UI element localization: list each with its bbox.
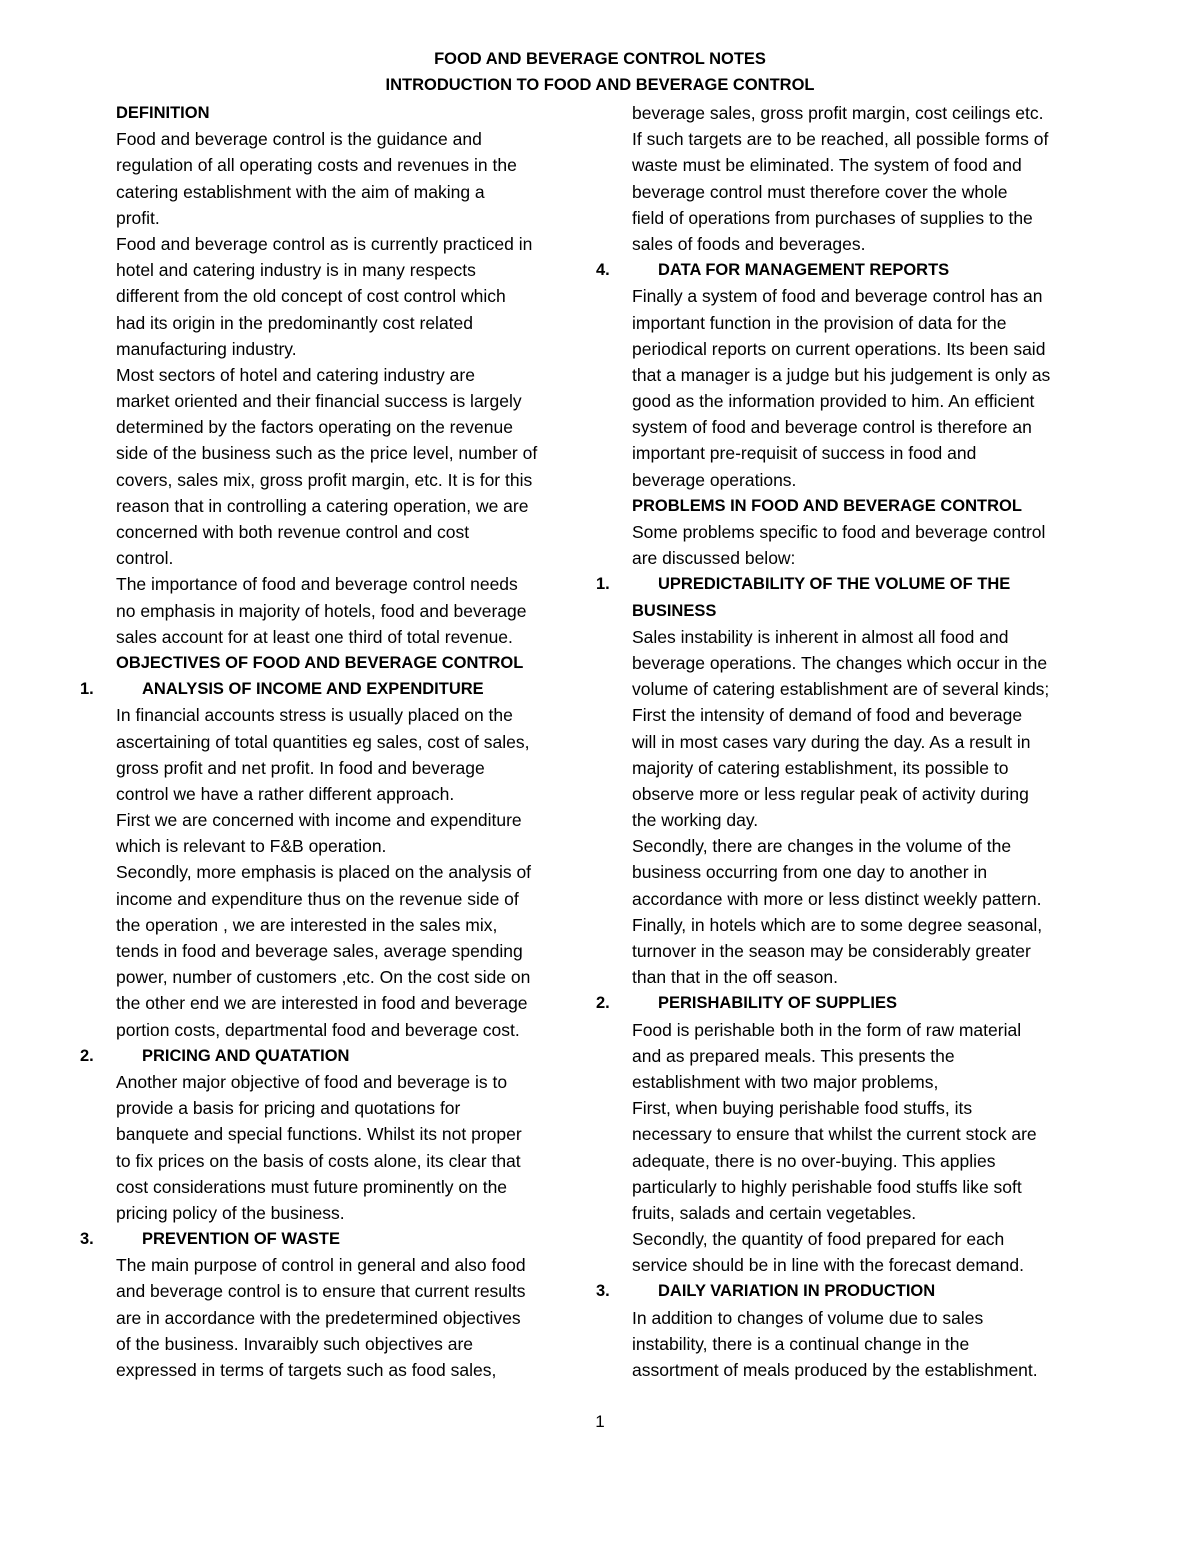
- text-line: side of the business such as the price level, number of: [116, 443, 538, 464]
- text-line: beverage sales, gross profit margin, cost ceilings etc.: [632, 103, 1044, 123]
- text-line: of the business. Invaraibly such objectives are: [116, 1333, 473, 1354]
- text-line: hotel and catering industry is in many respects: [116, 260, 476, 281]
- problem-3-paragraph: [596, 1305, 1116, 1384]
- text-line: Most sectors of hotel and catering industry are: [116, 364, 475, 385]
- text-line: and as prepared meals. This presents the: [632, 1045, 955, 1066]
- text-line: Secondly, there are changes in the volume of the: [632, 836, 1012, 857]
- text-line: which is relevant to F&B operation.: [116, 836, 387, 857]
- text-line: First the intensity of demand of food and beverage: [632, 705, 1023, 726]
- item-heading: DATA FOR MANAGEMENT REPORTS: [658, 261, 950, 280]
- text-line: power, number of customers ,etc. On the cost side on: [116, 967, 531, 988]
- text-line: Another major objective of food and beverage is to: [116, 1071, 508, 1092]
- objective-heading-2: [80, 1043, 600, 1069]
- text-line: concerned with both revenue control and cost: [116, 522, 470, 542]
- problem-heading-3: [596, 1278, 1116, 1304]
- text-line: adequate, there is no over-buying. This applies: [632, 1150, 996, 1171]
- text-line: provide a basis for pricing and quotations for: [116, 1098, 461, 1119]
- objective-heading-3: [80, 1226, 600, 1252]
- section-heading-objectives: OBJECTIVES OF FOOD AND BEVERAGE CONTROL: [116, 653, 524, 672]
- text-line: determined by the factors operating on the revenue: [116, 417, 513, 438]
- problem-heading-1: [596, 571, 1116, 597]
- text-line: control.: [116, 548, 174, 569]
- text-line: volume of catering establishment are of several kinds;: [632, 679, 1050, 700]
- text-line: beverage control must therefore cover the whole: [632, 181, 1008, 202]
- item-number: 3.: [80, 1230, 94, 1249]
- definition-paragraph: [80, 126, 600, 650]
- text-line: catering establishment with the aim of making a: [116, 181, 485, 202]
- item-heading: UPREDICTABILITY OF THE VOLUME OF THE: [658, 575, 1011, 594]
- text-line: system of food and beverage control is therefore an: [632, 417, 1032, 438]
- problem-heading-1-continued: BUSINESS: [632, 601, 717, 620]
- text-line: gross profit and net profit. In food and beverage: [116, 757, 485, 778]
- text-line: portion costs, departmental food and beverage cost.: [116, 1019, 520, 1040]
- text-line: good as the information provided to him. An efficient: [632, 391, 1035, 412]
- text-line: Food is perishable both in the form of raw material: [632, 1019, 1022, 1040]
- section-heading-problems: PROBLEMS IN FOOD AND BEVERAGE CONTROL: [632, 496, 1022, 515]
- item-heading: ANALYSIS OF INCOME AND EXPENDITURE: [142, 680, 484, 699]
- text-line: field of operations from purchases of supplies to the: [632, 207, 1033, 228]
- text-line: are in accordance with the predetermined objectives: [116, 1307, 521, 1328]
- text-line: observe more or less regular peak of activity during: [632, 783, 1029, 804]
- objective-heading-1: [80, 676, 600, 702]
- text-line: The main purpose of control in general and also food: [116, 1255, 526, 1276]
- text-line: than that in the off season.: [632, 967, 838, 988]
- page-number: 1: [595, 1412, 605, 1431]
- problems-intro-paragraph: [596, 519, 1116, 571]
- item-number: 2.: [80, 1046, 94, 1065]
- text-line: important function in the provision of data for the: [632, 312, 1007, 333]
- text-line: Secondly, more emphasis is placed on the analysis of: [116, 862, 532, 883]
- text-line: necessary to ensure that whilst the current stock are: [632, 1124, 1037, 1145]
- text-line: will in most cases vary during the day. As a result in: [632, 731, 1031, 752]
- text-line: sales of foods and beverages.: [632, 233, 866, 254]
- text-line: no emphasis in majority of hotels, food and beverage: [116, 600, 527, 621]
- text-line: Food and beverage control is the guidance and: [116, 129, 482, 150]
- right-column: [596, 100, 1116, 1383]
- text-line: service should be in line with the forecast demand.: [632, 1255, 1025, 1276]
- item-heading: DAILY VARIATION IN PRODUCTION: [658, 1282, 936, 1301]
- text-line: periodical reports on current operations. Its been said: [632, 338, 1046, 359]
- text-line: the operation , we are interested in the sales mix,: [116, 914, 498, 935]
- text-line: are discussed below:: [632, 548, 796, 569]
- text-line: establishment with two major problems,: [632, 1071, 939, 1092]
- item-heading: PRICING AND QUATATION: [142, 1046, 350, 1065]
- text-line: beverage operations. The changes which occur in the: [632, 652, 1048, 673]
- item-heading: PERISHABILITY OF SUPPLIES: [658, 994, 897, 1013]
- text-line: The importance of food and beverage control needs: [116, 574, 518, 595]
- text-line: profit.: [116, 207, 160, 228]
- objective-3-continued: [596, 100, 1116, 257]
- text-line: the working day.: [632, 810, 759, 831]
- text-line: different from the old concept of cost control which: [116, 286, 506, 307]
- text-line: tends in food and beverage sales, average spending: [116, 941, 523, 961]
- text-line: cost considerations must future prominently on the: [116, 1176, 508, 1197]
- text-line: Finally a system of food and beverage control has an: [632, 286, 1043, 307]
- text-line: sales account for at least one third of total revenue.: [116, 626, 513, 647]
- text-line: instability, there is a continual change in the: [632, 1333, 970, 1354]
- document-title: FOOD AND BEVERAGE CONTROL NOTES: [434, 50, 766, 68]
- text-line: that a manager is a judge but his judgement is only as: [632, 364, 1051, 385]
- text-line: ascertaining of total quantities eg sales, cost of sales,: [116, 731, 530, 752]
- text-line: beverage operations.: [632, 469, 797, 490]
- text-line: covers, sales mix, gross profit margin, etc. It is for this: [116, 469, 533, 490]
- item-heading: PREVENTION OF WASTE: [142, 1230, 341, 1249]
- text-line: pricing policy of the business.: [116, 1202, 345, 1223]
- text-line: regulation of all operating costs and revenues in the: [116, 155, 517, 176]
- text-line: Sales instability is inherent in almost all food and: [632, 626, 1009, 647]
- text-line: fruits, salads and certain vegetables.: [632, 1202, 917, 1223]
- text-line: First we are concerned with income and expenditure: [116, 810, 522, 831]
- text-line: Finally, in hotels which are to some degree seasonal,: [632, 914, 1043, 935]
- text-line: banquete and special functions. Whilst its not proper: [116, 1124, 522, 1145]
- text-line: Food and beverage control as is currently practiced in: [116, 233, 533, 254]
- item-number: 1.: [80, 680, 94, 699]
- item-number: 2.: [596, 994, 610, 1013]
- text-line: In financial accounts stress is usually placed on the: [116, 705, 513, 726]
- text-line: business occurring from one day to another in: [632, 862, 988, 883]
- problem-2-paragraph: [596, 1017, 1116, 1279]
- text-line: and beverage control is to ensure that current results: [116, 1281, 526, 1302]
- problem-heading-2: [596, 990, 1116, 1016]
- text-line: the other end we are interested in food and beverage: [116, 993, 528, 1014]
- text-line: assortment of meals produced by the establishment.: [632, 1360, 1038, 1380]
- item-number: 3.: [596, 1282, 610, 1301]
- text-line: important pre-requisit of success in food and: [632, 443, 977, 464]
- text-line: control we have a rather different approach.: [116, 783, 455, 804]
- objective-1-paragraph: [80, 702, 600, 1042]
- text-line: had its origin in the predominantly cost related: [116, 312, 474, 333]
- problem-1-paragraph: [596, 624, 1116, 991]
- text-line: First, when buying perishable food stuffs, its: [632, 1098, 973, 1119]
- text-line: to fix prices on the basis of costs alone, its clear that: [116, 1150, 521, 1171]
- objective-2-paragraph: [80, 1069, 600, 1226]
- text-line: manufacturing industry.: [116, 338, 297, 359]
- document-subtitle: INTRODUCTION TO FOOD AND BEVERAGE CONTROL: [385, 76, 815, 94]
- section-heading-definition: DEFINITION: [116, 104, 210, 122]
- left-column: [80, 100, 600, 1383]
- text-line: income and expenditure thus on the revenue side of: [116, 888, 519, 909]
- text-line: expressed in terms of targets such as food sales,: [116, 1360, 497, 1380]
- objective-3-paragraph: [80, 1252, 600, 1383]
- item-number: 4.: [596, 261, 610, 280]
- text-line: Some problems specific to food and beverage control: [632, 522, 1046, 542]
- objective-4-paragraph: [596, 283, 1116, 493]
- text-line: majority of catering establishment, its possible to: [632, 757, 1009, 778]
- text-line: reason that in controlling a catering operation, we are: [116, 495, 529, 516]
- text-line: waste must be eliminated. The system of food and: [632, 155, 1022, 176]
- text-line: particularly to highly perishable food stuffs like soft: [632, 1176, 1022, 1197]
- text-line: In addition to changes of volume due to sales: [632, 1307, 984, 1328]
- item-number: 1.: [596, 575, 610, 594]
- text-line: Secondly, the quantity of food prepared for each: [632, 1229, 1005, 1250]
- text-line: market oriented and their financial success is largely: [116, 391, 522, 412]
- objective-heading-4: [596, 257, 1116, 283]
- text-line: turnover in the season may be considerably greater: [632, 941, 1031, 961]
- text-line: accordance with more or less distinct weekly pattern.: [632, 888, 1042, 909]
- text-line: If such targets are to be reached, all possible forms of: [632, 129, 1049, 150]
